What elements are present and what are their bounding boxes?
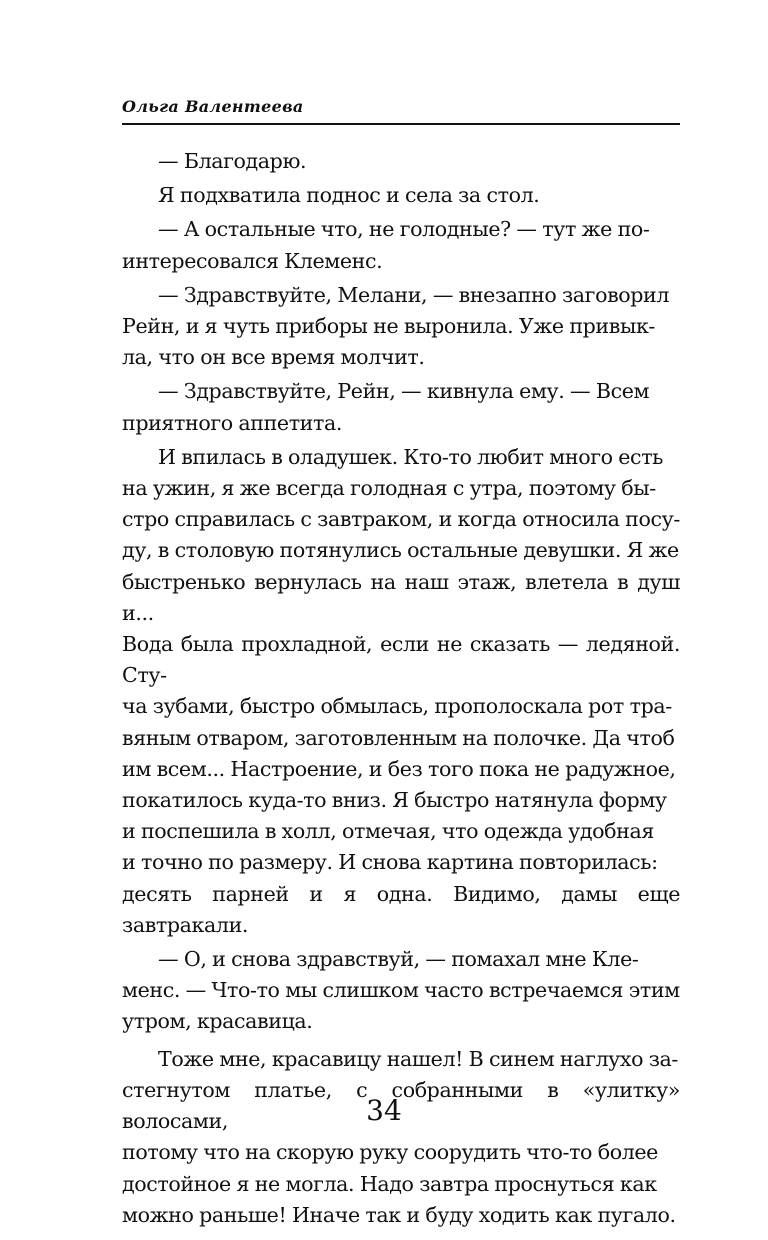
running-head <box>122 97 680 125</box>
paragraph-8: Тоже мне, красавицу нашел! В синем наглухо за- стегнутом платье, с собранными в «улитку» волосами, потому что на скорую руку соорудить что-то более достойное я не могла. Надо завтра проснуться как можно раньше! Иначе так и буду ходить как пугало. <box>122 1046 680 1227</box>
paragraph-6: И впилась в оладушек. Кто-то любит много есть на ужин, я же всегда голодная с утра, поэтому бы- стро справилась с завтраком, и когда относила посу- ду, в столовую потянулись остальные девушки. Я же быстренько вернулась на наш этаж, влетела в душ и... Вода была прохладной, если не сказать — ледяной. Сту- ча зубами, быстро обмылась, прополоскала рот тра- вяным отваром, заготовленным на полочке. Да чтоб им всем... Настроение, и без того пока не радужное, покатилось куда-то вниз. Я быстро натянула форму и поспешила в холл, отмечая, что одежда удобная и точно по размеру. И снова картина повторилась: десять парней и я одна. Видимо, дамы еще завтракали. <box>122 444 680 937</box>
paragraph-5: — Здравствуйте, Рейн, — кивнула ему. — Всем приятного аппетита. <box>122 379 650 435</box>
paragraph-4: — Здравствуйте, Мелани, — внезапно заговорил Рейн, и я чуть приборы не выронила. Уже привык- ла, что он все время молчит. <box>122 282 670 370</box>
paragraph-7: — О, и снова здравствуй, — помахал мне Кле- менс. — Что-то мы слишком часто встречаемся этим утром, красавица. <box>122 947 680 1034</box>
page-number: 34 <box>366 1094 402 1127</box>
author-name: Ольга Валентеева <box>122 97 304 116</box>
text-body <box>122 146 680 1231</box>
paragraph-1: — Благодарю. <box>158 149 307 173</box>
paragraph-2: Я подхватила поднос и села за стол. <box>158 183 540 208</box>
paragraph-3: — А остальные что, не голодные? — тут же по- интересовался Клеменс. <box>122 217 650 273</box>
